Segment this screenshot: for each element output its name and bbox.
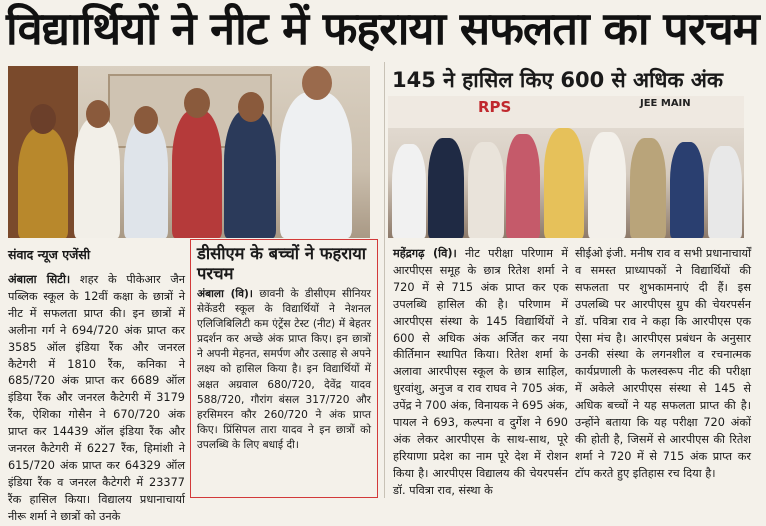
rps-logo: RPS [478, 98, 512, 116]
group-photo-right [388, 96, 744, 238]
left-story-text: शहर के पीकेआर जैन पब्लिक स्कूल के 12वीं कक्षा के छात्रों ने नीट में सफलता प्राप्त की। इन छात्रों में अलीना गर्ग ने 694/720 अंक प्राप्त कर 3585 ऑल इंडिया रैंक और जनरल कैटेगरी में 1810 रैंक, कनिका ने 685/720 अंक प्राप्त कर 6689 ऑल इंडिया रैंक और जनरल कैटेगरी में 3179 रैंक, ऐशिका गोसैन ने 670/720 अंक प्राप्त कर 14439 ऑल इंडिया रैंक और जनरल कैटेगरी में 6227 रैंक, हिमांशी ने 615/720 अंक प्राप्त कर 64329 ऑल इंडिया रैंक व जनरल कैटेगरी में 23377 रैंक हासिल किया। विद्यालय प्रधानाचार्या नीरू शर्मा ने छात्रों को उनके [8, 273, 185, 523]
left-story-column [8, 272, 185, 523]
right-subheadline: 145 ने हासिल किए 600 से अधिक अंक [392, 68, 724, 92]
boxed-story-dateline: अंबाला (वि)। [197, 288, 253, 300]
column-divider [384, 62, 385, 498]
right-story-dateline: महेंद्रगढ़ (वि)। [393, 247, 457, 260]
right-story-text-1: नीट परीक्षा परिणाम में आरपीएस समूह के छात्र रितेश शर्मा ने 720 में से 715 अंक प्राप्त कर एक उपलब्धि हासिल की है। परिणाम में आरपीएस संस्था के 145 विद्यार्थियों ने 600 से अधिक अंक अर्जित कर नया कीर्तिमान स्थापित किया। रितेश शर्मा के अलावा आरपीएस स्कूल के छात्र साहिल, धुरवांशु, अनुज व राव राघव ने 705 अंक, उपेंद्र ने 700 अंक, विनायक ने 695 अंक, पायल ने 693, कल्पना व दुर्गेश ने 690 अंक लेकर आरपीएस के साथ-साथ, पूरे हरियाणा प्रदेश का नाम पूरे देश में रोशन किया है। आरपीएस विद्यालय की चेयरपर्सन डॉ. पवित्रा राव, संस्था के [393, 247, 568, 497]
jee-banner-label: JEE MAIN [640, 98, 691, 109]
byline: संवाद न्यूज एजेंसी [8, 247, 91, 262]
page-headline: विद्यार्थियों ने नीट में फहराया सफलता का परचम [6, 2, 759, 55]
right-story-column-2 [575, 246, 751, 500]
boxed-story-text: छावनी के डीसीएम सीनियर सेकेंडरी स्कूल के विद्यार्थियों ने नेशनल एलिजिबिलिटी कम एंट्रेंस टेस्ट (नीट) में बेहतर प्रदर्शन कर अच्छे अंक प्राप्त किए। इन छात्रों ने अपनी मेहनत, समर्पण और उत्साह से अपने लक्ष्य को हासिल किया है। इन विद्यार्थियों में अक्षत अग्रवाल 680/720, देवेंद्र यादव 588/720, गौरांग बंसल 317/720 और हरसिमरन कौर 260/720 ने अंक प्राप्त किए। प्रिंसिपल तारा यादव ने इन छात्रों को उपलब्धि के लिए बधाई दी। [197, 288, 371, 451]
boxed-story-title: डीसीएम के बच्चों ने फहराया परचम [197, 244, 367, 283]
group-photo-left [8, 66, 370, 238]
right-story-column-1 [393, 246, 568, 500]
right-story-text-2: सीईओ इंजी. मनीष राव व सभी प्रधानाचार्यों व समस्त प्राध्यापकों ने विद्यार्थियों की सफलता पर शुभकामनाएं दी हैं। इस उपलब्धि पर आरपीएस ग्रुप की चेयरपर्सन डॉ. पवित्रा राव ने कहा कि आरपीएस एक ऐसा मंच है। आरपीएस प्रबंधन के अनुसार उनकी संस्था के लगनशील व रचनात्मक कार्यप्रणाली के फलस्वरूप नीट की परीक्षा में अकेले आरपीएस संस्था से 145 से अधिक बच्चों ने यह सफलता प्राप्त की है। उन्होंने बताया कि यह परीक्षा 720 अंकों की होती है, जिसमें से आरपीएस की रितेश शर्मा ने 720 में से 715 अंक प्राप्त कर टॉप करते हुए इतिहास रच दिया है। [575, 247, 751, 480]
boxed-story [190, 239, 378, 498]
boxed-story-body [197, 287, 371, 453]
left-story-dateline: अंबाला सिटी। [8, 273, 71, 286]
